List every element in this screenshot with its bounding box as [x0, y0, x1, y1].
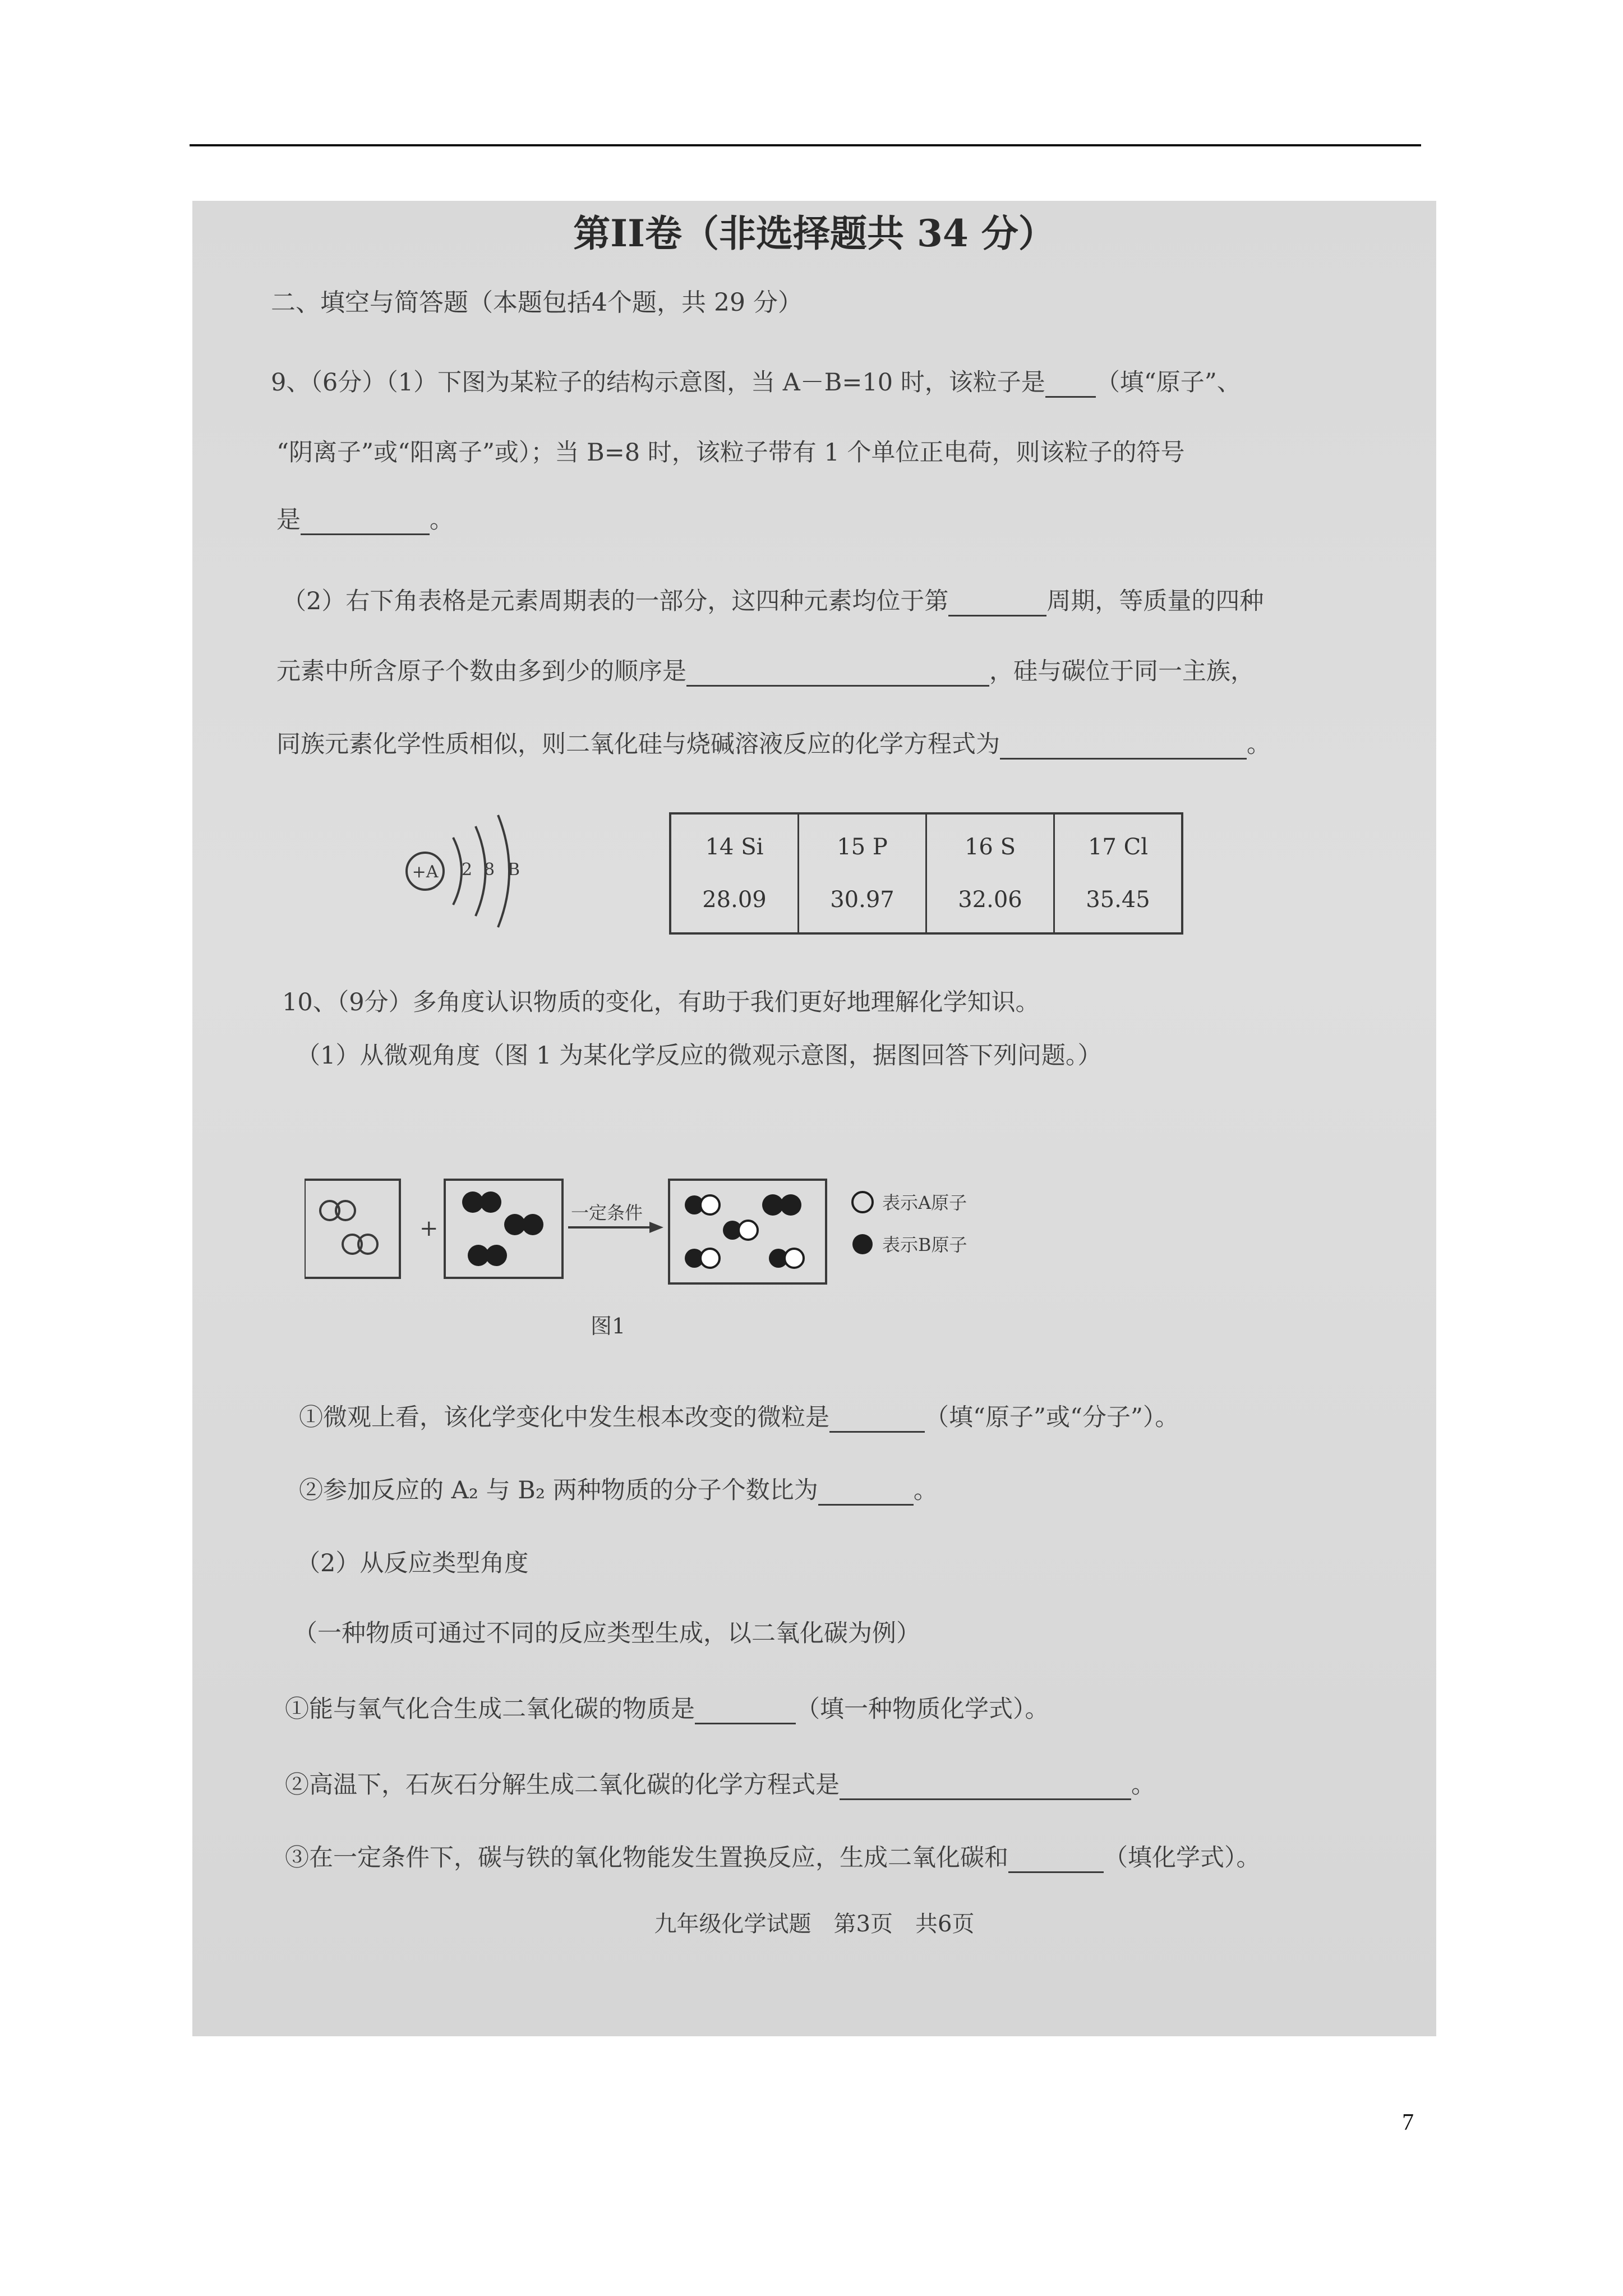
q10-sub1-text: ①微观上看，该化学变化中发生根本改变的微粒是 [299, 1404, 829, 1432]
q9-line1-tail: （填“原子”、 [1095, 369, 1241, 397]
q9-line2: “阴离子”或“阳离子”或）；当 B=8 时，该粒子带有 1 个单位正电荷，则该粒子的符号 [276, 439, 1185, 467]
answer-blank [1008, 1849, 1104, 1873]
answer-blank [301, 511, 430, 535]
answer-blank [818, 1481, 914, 1506]
reactant-a-box [305, 1180, 400, 1278]
q10-sub3-text: ①能与氧气化合生成二氧化碳的物质是 [285, 1695, 695, 1723]
q10-sub4 [285, 1766, 1155, 1800]
legend-a-label: 表示A原子 [882, 1192, 967, 1213]
element-cell [670, 813, 799, 933]
answer-blank [948, 592, 1046, 616]
q9-line5-text: 元素中所含原子个数由多到少的顺序是 [276, 657, 686, 685]
q10-sub3 [285, 1690, 1049, 1724]
periodic-table-fragment [669, 812, 1183, 935]
header-rule [190, 144, 1421, 146]
plus-sign: + [419, 1216, 439, 1241]
element-mass: 35.45 [1086, 887, 1150, 913]
q9-line5 [276, 652, 1255, 687]
element-cell [799, 813, 926, 933]
q9-line3-tail: 。 [430, 506, 454, 534]
q10-sub2-tail: 。 [913, 1476, 938, 1504]
q9-line5-tail: ，硅与碳位于同一主族， [989, 657, 1255, 685]
q10-part2-note: （一种物质可通过不同的反应类型生成，以二氧化碳为例） [293, 1619, 920, 1648]
answer-blank [829, 1409, 925, 1433]
legend-b-marker [852, 1234, 873, 1254]
q9-line4-tail: 周期，等质量的四种 [1046, 587, 1264, 615]
q10-sub2-text: ②参加反应的 A₂ 与 B₂ 两种物质的分子个数比为 [299, 1476, 818, 1504]
element-symbol: 16 S [964, 834, 1016, 860]
q10-sub3-tail: （填一种物质化学式）。 [796, 1695, 1049, 1723]
element-cell [1054, 813, 1183, 933]
element-cell [926, 813, 1054, 933]
q10-line2: （1）从微观角度（图 1 为某化学反应的微观示意图，据图回答下列问题。） [296, 1042, 1102, 1070]
answer-blank [1000, 735, 1247, 760]
element-symbol: 15 P [837, 834, 888, 860]
q10-sub5 [285, 1839, 1261, 1873]
q9-line1 [271, 364, 1241, 398]
answer-blank [840, 1776, 1131, 1800]
reaction-micro-diagram [305, 1154, 1258, 1300]
nucleus-label: +A [412, 862, 439, 882]
q10-sub1-tail: （填“原子”或“分子”）。 [925, 1404, 1179, 1432]
shell3-label: B [508, 860, 520, 880]
element-mass: 30.97 [830, 887, 895, 913]
atom-structure-diagram [400, 807, 534, 936]
page-number: 7 [1402, 2110, 1414, 2136]
q9-line1-text: 9、（6分）（1）下图为某粒子的结构示意图，当 A－B=10 时，该粒子是 [271, 369, 1045, 397]
scanned-exam-photo [192, 201, 1436, 2036]
q10-sub1 [299, 1398, 1179, 1433]
answer-blank [686, 662, 989, 687]
element-symbol: 17 Cl [1087, 834, 1148, 860]
q10-line1: 10、（9分）多角度认识物质的变化，有助于我们更好地理解化学知识。 [282, 988, 1040, 1016]
q9-line4-text: （2）右下角表格是元素周期表的一部分，这四种元素均位于第 [282, 587, 949, 615]
element-symbol: 14 Si [705, 834, 764, 860]
reaction-condition: 一定条件 [571, 1202, 643, 1223]
element-mass: 32.06 [958, 887, 1022, 913]
legend-b-label: 表示B原子 [882, 1234, 967, 1255]
shell2-label: 8 [484, 860, 495, 880]
element-mass: 28.09 [702, 887, 767, 913]
figure-caption: 图1 [591, 1314, 626, 1338]
q10-sub5-tail: （填化学式）。 [1104, 1844, 1261, 1872]
shell1-label: 2 [462, 860, 473, 880]
q10-sub4-tail: 。 [1131, 1771, 1155, 1799]
q9-line6-text: 同族元素化学性质相似，则二氧化硅与烧碱溶液反应的化学方程式为 [276, 730, 1000, 758]
q10-sub2 [299, 1471, 938, 1506]
answer-blank [1045, 374, 1096, 398]
q10-part2: （2）从反应类型角度 [296, 1549, 529, 1577]
section-heading: 二、填空与简答题（本题包括4个题，共 29 分） [271, 288, 803, 317]
legend-a-marker [852, 1192, 873, 1212]
section-title: 第II卷（非选择题共 34 分） [573, 211, 1055, 255]
q9-line3 [276, 501, 454, 535]
answer-blank [695, 1700, 796, 1724]
q9-line3-text: 是 [276, 506, 301, 534]
q9-line6-tail: 。 [1247, 730, 1271, 758]
q9-line6 [276, 725, 1271, 760]
q10-sub5-text: ③在一定条件下，碳与铁的氧化物能发生置换反应，生成二氧化碳和 [285, 1844, 1008, 1872]
q9-line4 [282, 582, 1264, 616]
q10-sub4-text: ②高温下，石灰石分解生成二氧化碳的化学方程式是 [285, 1771, 840, 1799]
exam-page-footer: 九年级化学试题 第3页 共6页 [654, 1911, 975, 1937]
